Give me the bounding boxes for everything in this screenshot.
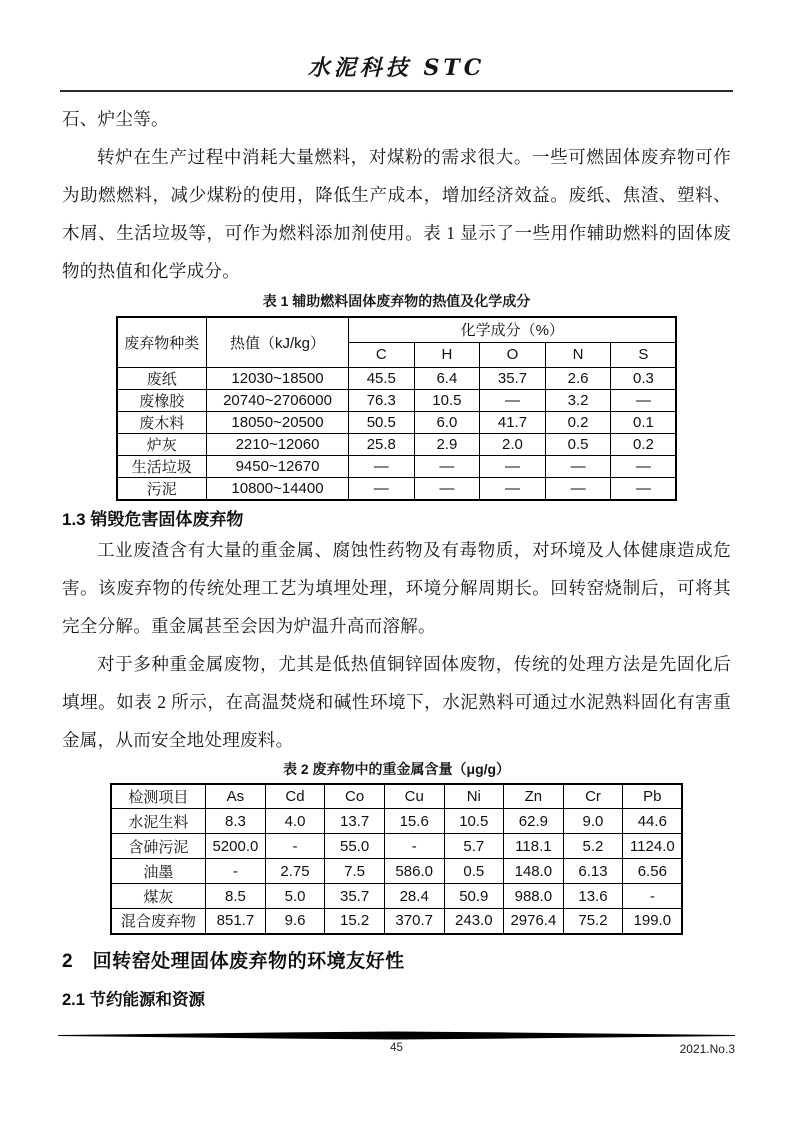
table-header-cell: 检测项目	[111, 784, 206, 809]
table-cell: 199.0	[623, 909, 683, 934]
table-cell: 13.6	[563, 884, 623, 909]
table-cell: 油墨	[111, 859, 206, 884]
table-cell: —	[480, 455, 546, 477]
table-cell: 2976.4	[504, 909, 564, 934]
table1-subheader-s: S	[611, 342, 677, 367]
footer-rule	[58, 1031, 735, 1040]
table-cell: 370.7	[384, 909, 444, 934]
table1-subheader-h: H	[414, 342, 480, 367]
table-cell: 15.2	[325, 909, 385, 934]
table-cell: 62.9	[504, 809, 564, 834]
table-cell: 水泥生料	[111, 809, 206, 834]
table-cell: 煤灰	[111, 884, 206, 909]
table-header-cell: Cr	[563, 784, 623, 809]
table-cell: -	[623, 884, 683, 909]
table1-header-row-1	[117, 317, 677, 342]
table2-heavy-metal-content	[110, 783, 684, 935]
table-cell: 25.8	[349, 433, 415, 455]
header-rule	[60, 90, 733, 92]
table-cell: 988.0	[504, 884, 564, 909]
table-header-cell: Pb	[623, 784, 683, 809]
table-cell: 4.0	[265, 809, 325, 834]
table-cell: 2.6	[545, 367, 611, 389]
page-footer	[58, 1031, 735, 1058]
table-cell: 2210~12060	[207, 433, 349, 455]
table-header-cell: Cu	[384, 784, 444, 809]
table-header-cell: Ni	[444, 784, 504, 809]
footer-meta	[58, 1042, 735, 1058]
table-cell: 2.9	[414, 433, 480, 455]
table-cell: 13.7	[325, 809, 385, 834]
table-cell: 76.3	[349, 389, 415, 411]
table-cell: 0.3	[611, 367, 677, 389]
table1-subheader-o: O	[480, 342, 546, 367]
table-cell: 5.0	[265, 884, 325, 909]
table-cell: 废橡胶	[117, 389, 207, 411]
section-heading-1-3: 1.3 销毁危害固体废弃物	[62, 509, 244, 529]
table-cell: 586.0	[384, 859, 444, 884]
table-cell: —	[414, 455, 480, 477]
table-cell: 废纸	[117, 367, 207, 389]
table-cell: -	[384, 834, 444, 859]
table-cell: 45.5	[349, 367, 415, 389]
table-cell: 9.6	[265, 909, 325, 934]
paragraph-industrial-waste: 工业废渣含有大量的重金属、腐蚀性药物及有毒物质，对环境及人体健康造成危害。该废弃物的传统处理工艺为填埋处理，环境分解周期长。回转窑烧制后，可将其完全分解。重金属甚至会因为炉温升高而溶解。	[62, 539, 731, 636]
journal-title: 水泥科技 STC	[307, 55, 486, 81]
table-cell: 243.0	[444, 909, 504, 934]
table-cell: —	[414, 477, 480, 500]
table-cell: 28.4	[384, 884, 444, 909]
table-cell: 18050~20500	[207, 411, 349, 433]
table-cell: —	[480, 477, 546, 500]
page-body	[62, 100, 731, 1011]
table-cell: 5200.0	[206, 834, 266, 859]
table-cell: 10800~14400	[207, 477, 349, 500]
table-row	[117, 389, 677, 411]
table-cell: 1124.0	[623, 834, 683, 859]
table-cell: —	[611, 455, 677, 477]
table-header-cell: Co	[325, 784, 385, 809]
table-cell: 生活垃圾	[117, 455, 207, 477]
table-cell: —	[349, 455, 415, 477]
table-cell: 2.75	[265, 859, 325, 884]
table-row	[111, 834, 683, 859]
paragraph-heavy-metal: 对于多种重金属废物，尤其是低热值铜锌固体废物，传统的处理方法是先固化后填埋。如表 2 所示，在高温焚烧和碱性环境下，水泥熟料可通过水泥熟料固化有害重金属，从而安全地处理废料。	[62, 653, 731, 750]
table-cell: 55.0	[325, 834, 385, 859]
page-header	[0, 0, 793, 92]
table-row	[117, 367, 677, 389]
table-cell: 0.5	[444, 859, 504, 884]
table-cell: 混合废弃物	[111, 909, 206, 934]
table-row	[111, 909, 683, 934]
table-cell: 75.2	[563, 909, 623, 934]
table-cell: 35.7	[325, 884, 385, 909]
table-cell: 0.5	[545, 433, 611, 455]
table-cell: 10.5	[414, 389, 480, 411]
section-heading-2-1: 2.1 节约能源和资源	[62, 990, 206, 1009]
table-cell: 148.0	[504, 859, 564, 884]
table-cell: 50.5	[349, 411, 415, 433]
table-cell: 6.56	[623, 859, 683, 884]
table-cell: 50.9	[444, 884, 504, 909]
table1-group-header: 化学成分（%）	[349, 317, 677, 342]
table-cell: 12030~18500	[207, 367, 349, 389]
table-row	[117, 411, 677, 433]
table-cell: 6.4	[414, 367, 480, 389]
table-cell: —	[611, 477, 677, 500]
table-row	[117, 455, 677, 477]
table-cell: 8.3	[206, 809, 266, 834]
table1-fuel-composition	[116, 316, 678, 501]
table-cell: 44.6	[623, 809, 683, 834]
page-number: 45	[390, 1042, 403, 1054]
table1-col2-header: 热值（kJ/kg）	[207, 317, 349, 367]
table-cell: 炉灰	[117, 433, 207, 455]
paragraph-continuation: 石、炉尘等。	[62, 109, 169, 129]
table-row	[117, 477, 677, 500]
table-cell: 0.1	[611, 411, 677, 433]
table-header-cell: As	[206, 784, 266, 809]
table2-caption: 表 2 废弃物中的重金属含量（μg/g）	[282, 760, 511, 777]
table-cell: 851.7	[206, 909, 266, 934]
table-cell: 9.0	[563, 809, 623, 834]
table-cell: 9450~12670	[207, 455, 349, 477]
table-cell: 118.1	[504, 834, 564, 859]
table-cell: 41.7	[480, 411, 546, 433]
table-cell: 3.2	[545, 389, 611, 411]
table-cell: 污泥	[117, 477, 207, 500]
table-cell: 6.13	[563, 859, 623, 884]
table-cell: 5.7	[444, 834, 504, 859]
table-cell: 20740~2706000	[207, 389, 349, 411]
table-row	[111, 809, 683, 834]
table-cell: 2.0	[480, 433, 546, 455]
table-cell: -	[265, 834, 325, 859]
table-cell: 7.5	[325, 859, 385, 884]
table1-subheader-n: N	[545, 342, 611, 367]
table-cell: 5.2	[563, 834, 623, 859]
table-cell: —	[611, 389, 677, 411]
table-row	[117, 433, 677, 455]
table1-col1-header: 废弃物种类	[117, 317, 207, 367]
table-cell: 15.6	[384, 809, 444, 834]
table-row	[111, 884, 683, 909]
issue-number: 2021.No.3	[679, 1042, 735, 1056]
table-cell: 含砷污泥	[111, 834, 206, 859]
table-cell: 8.5	[206, 884, 266, 909]
table-cell: 0.2	[611, 433, 677, 455]
table-cell: 废木料	[117, 411, 207, 433]
table-cell: -	[206, 859, 266, 884]
table-cell: —	[480, 389, 546, 411]
table-cell: 6.0	[414, 411, 480, 433]
table1-subheader-c: C	[349, 342, 415, 367]
table-cell: —	[545, 477, 611, 500]
table-cell: 35.7	[480, 367, 546, 389]
table-cell: 0.2	[545, 411, 611, 433]
paragraph-fuel: 转炉在生产过程中消耗大量燃料，对煤粉的需求很大。一些可燃固体废弃物可作为助燃燃料，减少煤粉的使用，降低生产成本，增加经济效益。废纸、焦渣、塑料、木屑、生活垃圾等，可作为燃料添加剂使用。表 1 显示了一些用作辅助燃料的固体废物的热值和化学成分。	[62, 147, 731, 281]
table2-header-row	[111, 784, 683, 809]
table1-caption: 表 1 辅助燃料固体废弃物的热值及化学成分	[262, 293, 531, 309]
table-cell: —	[349, 477, 415, 500]
table-cell: 10.5	[444, 809, 504, 834]
table-header-cell: Cd	[265, 784, 325, 809]
table-cell: —	[545, 455, 611, 477]
table-row	[111, 859, 683, 884]
table-header-cell: Zn	[504, 784, 564, 809]
section-heading-2: 2 回转窑处理固体废弃物的环境友好性	[62, 950, 405, 972]
